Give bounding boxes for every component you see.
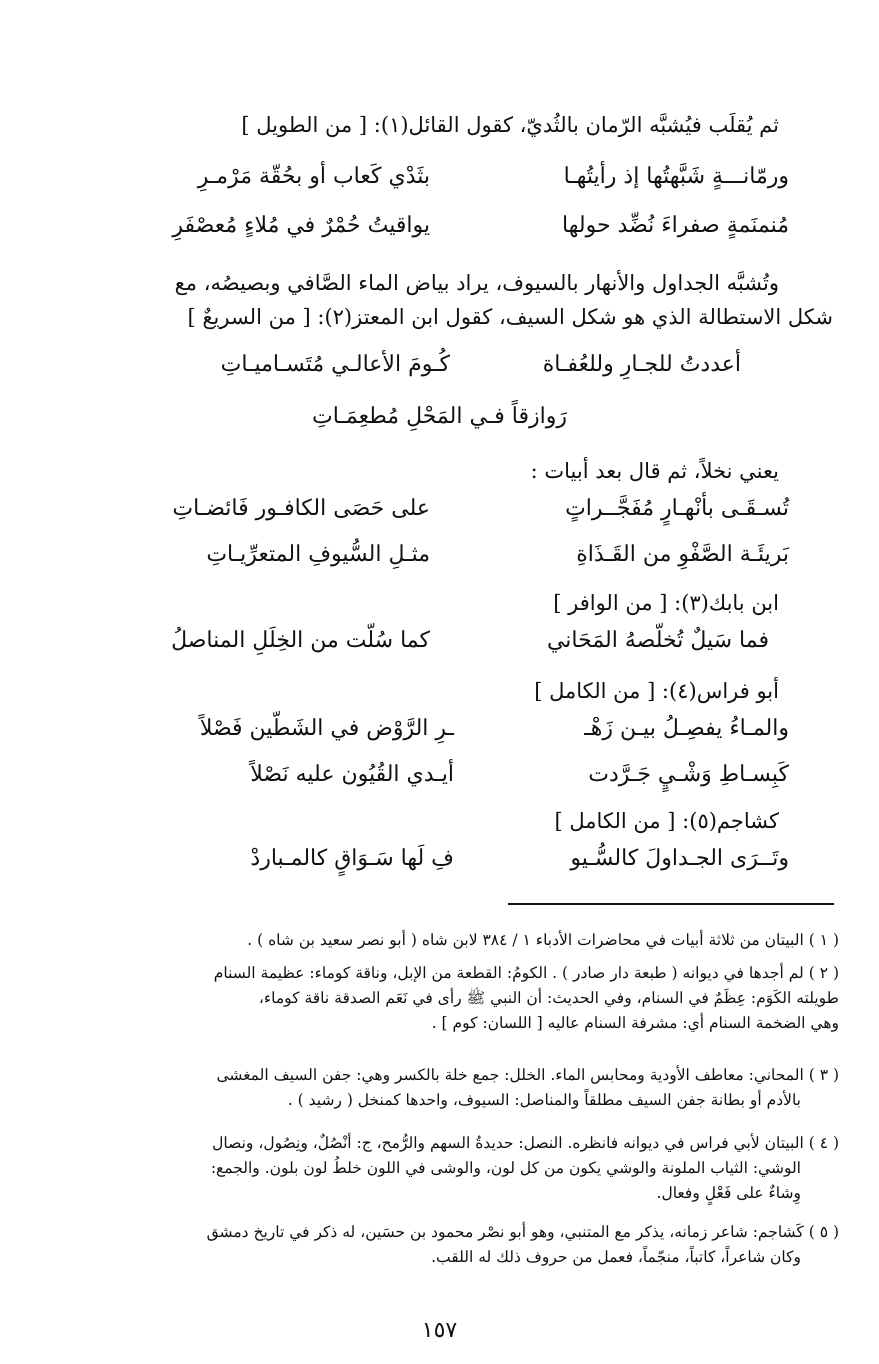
footnote-number: ( ٢ ) — [808, 964, 839, 982]
verse-first-hemistich: تُسـقَـى بأنْهـارٍ مُفَجَّــراتٍ — [565, 496, 789, 521]
footnote-text: وكان شاعراً، كاتباً، منجّماً، فعمل من حروف ذلك له اللقب. — [431, 1248, 801, 1266]
verse-first-hemistich: كَبِسـاطِ وَشْـيٍ جَـرَّدت — [588, 762, 789, 787]
verse-first-hemistich: بَريئَـة الصَّفْوِ من القَـذَاةِ — [576, 542, 789, 567]
verse-second-hemistich: كُـومَ الأعالـي مُتَسـاميـاتِ — [220, 352, 450, 377]
footnote-text: لم أجدها في ديوانه ( طبعة دار صادر ) . الكومُ: القطعة من الإبل، وناقة كوماء: عظيمة السنام — [213, 964, 804, 982]
intro-line: ثم يُقلَب فيُشبَّه الرّمان بالثُديّ، كقول القائل(١): [ من الطويل ] — [241, 113, 779, 137]
verse-second-hemistich: بثَدْي كَعاب أو بحُقّة مَرْمـرِ — [197, 164, 430, 189]
verse-second-hemistich: ـرِ الرَّوْض في الشَطّين فَصْلاً — [199, 716, 454, 741]
verse-first-hemistich: ورمّانـــةٍ شَبَّهتُها إذ رأيتُهـا — [563, 164, 789, 189]
paragraph-line: وتُشبَّه الجداول والأنهار بالسيوف، يراد بياض الماء الصَّافي وبصيصُه، مع — [174, 271, 779, 295]
footnote-text: البيتان من ثلاثة أبيات في محاضرات الأدباء ١ / ٣٨٤ لابن شاه ( أبو نصر سعيد بن شاه ) . — [247, 931, 804, 949]
footnote — [40, 1220, 839, 1270]
footnote-text: وهي الضخمة السنام أي: مشرفة السنام عاليه [ اللسان: كوم ] . — [431, 1014, 839, 1032]
footnote-text: المحاني: معاطف الأودية ومحابس الماء. الخلل: جمع خلة بالكسر وهي: جفن السيف المغشى — [216, 1066, 804, 1084]
poet-heading: ابن بابك(٣): [ من الوافر ] — [553, 591, 779, 615]
footnote-number: ( ٣ ) — [808, 1066, 839, 1084]
verse-first-hemistich: أعددتُ للجـارِ وللعُفـاة — [542, 352, 741, 377]
verse-second-hemistich: كما سُلّت من الخِلَلِ المناصلُ — [171, 628, 430, 653]
verse-first-hemistich: فما سَيلٌ تُخلّصهُ المَحَاني — [546, 628, 769, 653]
footnote-text: الوشي: الثياب الملونة والوشي يكون من كل لون، والوشى في اللون خلطُ لون بلون. والجمع: — [210, 1159, 801, 1177]
verse-second-hemistich: أيـدي القُيُون عليه نَصْلاً — [250, 762, 454, 787]
verse-second-hemistich: على حَصَى الكافـور فَائضـاتِ — [172, 496, 430, 521]
footnote-text: البيتان لأبي فراس في ديوانه فانظره. النصل: حديدةُ السهم والرُّمح، ج: أنْصُلٌ، ونِصُول، ونصال — [212, 1134, 804, 1152]
poet-heading: كشاجم(٥): [ من الكامل ] — [554, 809, 779, 833]
verse-line — [160, 352, 741, 388]
verse-line — [110, 213, 789, 249]
footnote-number: ( ٤ ) — [808, 1134, 839, 1152]
footnote-text: بالأدم أو بطانة جفن السيف مطلقاً والمناصل: السيوف، واحدها كمنخل ( رشيد ) . — [287, 1091, 801, 1109]
verse-first-hemistich: وتَــرَى الجـداولَ كالسُّـيو — [570, 846, 789, 871]
footnote-text: كَشاجم: شاعر زمانه، يذكر مع المتنبي، وهو أبو نصْر محمود بن حسَين، له ذكر في تاريخ دمشق — [206, 1223, 804, 1241]
page-number: ١٥٧ — [421, 1318, 458, 1343]
verse-line — [110, 628, 769, 664]
verse-second-hemistich: فِ لَها سَـوَاقٍ كالمـباردْ — [250, 846, 454, 871]
paragraph-line: يعني نخلاً، ثم قال بعد أبيات : — [530, 459, 779, 483]
verse-first-hemistich: والمـاءُ يفصِـلُ بيـن زَهْـ — [584, 716, 789, 741]
footnote-text: طويلته الكَوَم: عِظَمٌ في السنام، وفي الحديث: أن النبي ﷺ رأى في نَعَم الصدقة ناقة كوماء، — [258, 989, 839, 1007]
footnote — [40, 1131, 839, 1206]
verse-line — [110, 542, 789, 578]
footnote-text: وِشاءٌ على فَعْلٍ وفعال. — [656, 1184, 801, 1202]
verse-line — [134, 762, 789, 798]
footnote-divider — [508, 903, 834, 905]
verse-second-hemistich: يواقيتُ حُمْرٌ في مُلاءٍ مُعصْفَرِ — [172, 213, 430, 238]
verse-line — [134, 716, 789, 752]
verse-line — [110, 496, 789, 532]
paragraph-line: شكل الاستطالة الذي هو شكل السيف، كقول ابن المعتز(٢): [ من السريعٌ ] — [187, 305, 833, 329]
footnote — [40, 928, 839, 953]
footnote — [40, 961, 839, 1036]
footnote-number: ( ٥ ) — [808, 1223, 839, 1241]
verse-centered: رَوازقاً فـي المَحْلِ مُطعِمَـاتِ — [312, 404, 567, 429]
verse-line — [110, 164, 789, 200]
poet-heading: أبو فراس(٤): [ من الكامل ] — [534, 679, 779, 703]
footnote-number: ( ١ ) — [808, 931, 839, 949]
verse-line — [134, 846, 789, 882]
verse-second-hemistich: مثـلِ السُّيوفِ المتعرِّيـاتِ — [206, 542, 430, 567]
footnote — [40, 1063, 839, 1113]
verse-first-hemistich: مُنمنَمةٍ صفراءَ نُضِّد حولها — [562, 213, 789, 238]
